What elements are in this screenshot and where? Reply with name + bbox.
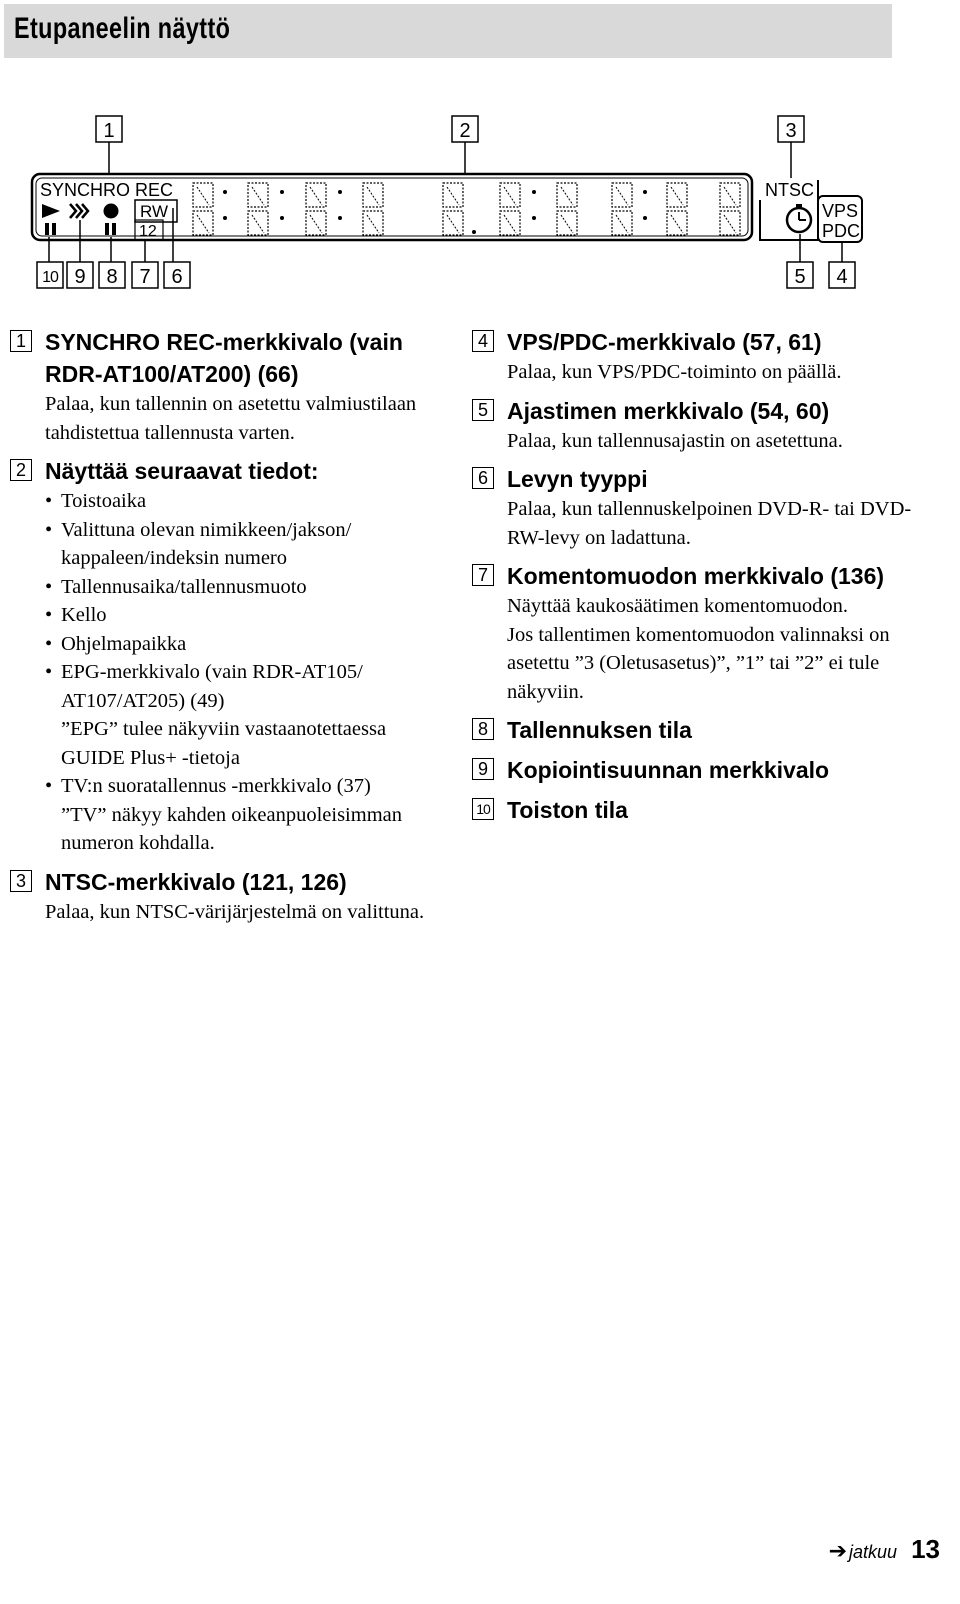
- item-number: 6: [472, 467, 494, 489]
- item-4: [472, 326, 912, 387]
- svg-text:PDC: PDC: [822, 221, 861, 241]
- svg-text:10: 10: [42, 269, 58, 286]
- item-heading: NTSC-merkkivalo (121, 126): [45, 868, 347, 895]
- svg-text:9: 9: [74, 266, 86, 288]
- item-number: 2: [10, 459, 32, 481]
- callout-6: [164, 262, 190, 288]
- item-10: [472, 794, 912, 826]
- item-5: [472, 395, 912, 456]
- synchro-rec-label: SYNCHRO REC: [40, 180, 174, 200]
- svg-text:8: 8: [106, 266, 118, 288]
- callout-9: [67, 262, 93, 288]
- item-number: 10: [472, 798, 494, 820]
- item-1: [10, 326, 440, 447]
- callout-7: [132, 262, 158, 288]
- bullet-item: • TV:n suoratallennus -merkkivalo (37): [45, 772, 440, 801]
- item-text: Palaa, kun tallennin on asetettu valmiustilaan tahdistettua tallennusta varten.: [45, 393, 417, 444]
- bullet-item: • Ohjelmapaikka: [45, 630, 440, 659]
- item-number: 8: [472, 718, 494, 740]
- bullet-item: • Valittuna olevan nimikkeen/jakson/ kappaleen/indeksin numero: [45, 516, 440, 573]
- title-bar: [4, 4, 892, 58]
- callout-2: [452, 116, 478, 174]
- item-heading: Toiston tila: [507, 797, 628, 823]
- ntsc-label: NTSC: [765, 180, 814, 200]
- item-3: [10, 866, 440, 927]
- callout-3: [778, 116, 804, 178]
- epg-note: ”EPG” tulee näkyviin vastaanotettaessa GUIDE Plus+ -tietoja: [61, 718, 387, 769]
- bullet-item: • Tallennusaika/tallennusmuoto: [45, 573, 440, 602]
- bullet-item: • Toistoaika: [45, 487, 440, 516]
- svg-text:4: 4: [836, 266, 848, 288]
- svg-text:2: 2: [459, 120, 471, 142]
- record-icon: [104, 204, 119, 236]
- item-heading: Komentomuodon merkkivalo (136): [507, 563, 885, 589]
- timer-icon: [787, 204, 811, 232]
- item-heading: Näyttää seuraavat tiedot:: [45, 458, 319, 484]
- svg-text:5: 5: [794, 266, 806, 288]
- bullet-item: • Kello: [45, 601, 440, 630]
- svg-text:VPS: VPS: [822, 201, 859, 221]
- item-9: [472, 754, 912, 786]
- svg-text:3: 3: [785, 120, 797, 142]
- item-number: 7: [472, 564, 494, 586]
- item-heading: Kopiointisuunnan merkkivalo: [507, 757, 830, 783]
- page-footer: [829, 1534, 940, 1565]
- item-heading: Tallennuksen tila: [507, 717, 692, 743]
- svg-text:1: 1: [103, 120, 115, 142]
- item-number: 1: [10, 330, 32, 352]
- item-heading: SYNCHRO REC-merkkivalo (vain RDR-AT100/AT200) (66): [45, 329, 403, 387]
- item-number: 3: [10, 870, 32, 892]
- item-number: 5: [472, 399, 494, 421]
- item-heading: Levyn tyyppi: [507, 466, 648, 492]
- callout-4: [829, 262, 855, 288]
- item-text: Jos tallentimen komentomuodon valinnaksi on asetettu ”3 (Oletusasetus)”, ”1” tai ”2” ei tule näkyviin.: [507, 623, 890, 703]
- left-column: [10, 326, 440, 926]
- item-text: Palaa, kun NTSC-värijärjestelmä on valittuna.: [45, 900, 425, 923]
- continued-arrow-icon: ➔: [828, 1539, 848, 1564]
- svg-text:RW: RW: [140, 202, 169, 221]
- continued-label: jatkuu: [849, 1542, 898, 1562]
- copy-direction-icon: [70, 204, 88, 218]
- svg-text:12: 12: [139, 223, 157, 240]
- callout-8: [99, 262, 125, 288]
- item-text: Palaa, kun tallennuskelpoinen DVD-R- tai DVD-RW-levy on ladattuna.: [507, 498, 912, 549]
- callout-5: [787, 262, 813, 288]
- svg-text:6: 6: [171, 266, 183, 288]
- callout-10: [37, 262, 63, 288]
- callout-1: [96, 116, 122, 174]
- item-6: [472, 463, 912, 552]
- item-text: Palaa, kun tallennusajastin on asetettuna.: [507, 429, 843, 452]
- item-heading: Ajastimen merkkivalo (54, 60): [507, 397, 830, 424]
- item-number: 4: [472, 330, 494, 352]
- right-column: [472, 326, 912, 826]
- bullet-item: • EPG-merkkivalo (vain RDR-AT105/ AT107/AT205) (49): [45, 658, 440, 715]
- page-number: 13: [911, 1534, 940, 1564]
- tv-note: ”TV” näkyy kahden oikeanpuoleisimman numeron kohdalla.: [61, 803, 402, 854]
- svg-text:7: 7: [139, 266, 151, 288]
- segment-digits: [193, 183, 740, 235]
- item-number: 9: [472, 758, 494, 780]
- item-text: Palaa, kun VPS/PDC-toiminto on päällä.: [507, 361, 842, 383]
- page-title: Etupaneelin näyttö: [14, 12, 231, 45]
- item-2: [10, 455, 440, 858]
- item-7: [472, 560, 912, 706]
- item-8: [472, 714, 912, 746]
- front-panel-display-diagram: [0, 100, 960, 300]
- item-text: Näyttää kaukosäätimen komentomuodon.: [507, 595, 849, 617]
- item-heading: VPS/PDC-merkkivalo (57, 61): [507, 329, 822, 355]
- play-icon: [42, 204, 60, 235]
